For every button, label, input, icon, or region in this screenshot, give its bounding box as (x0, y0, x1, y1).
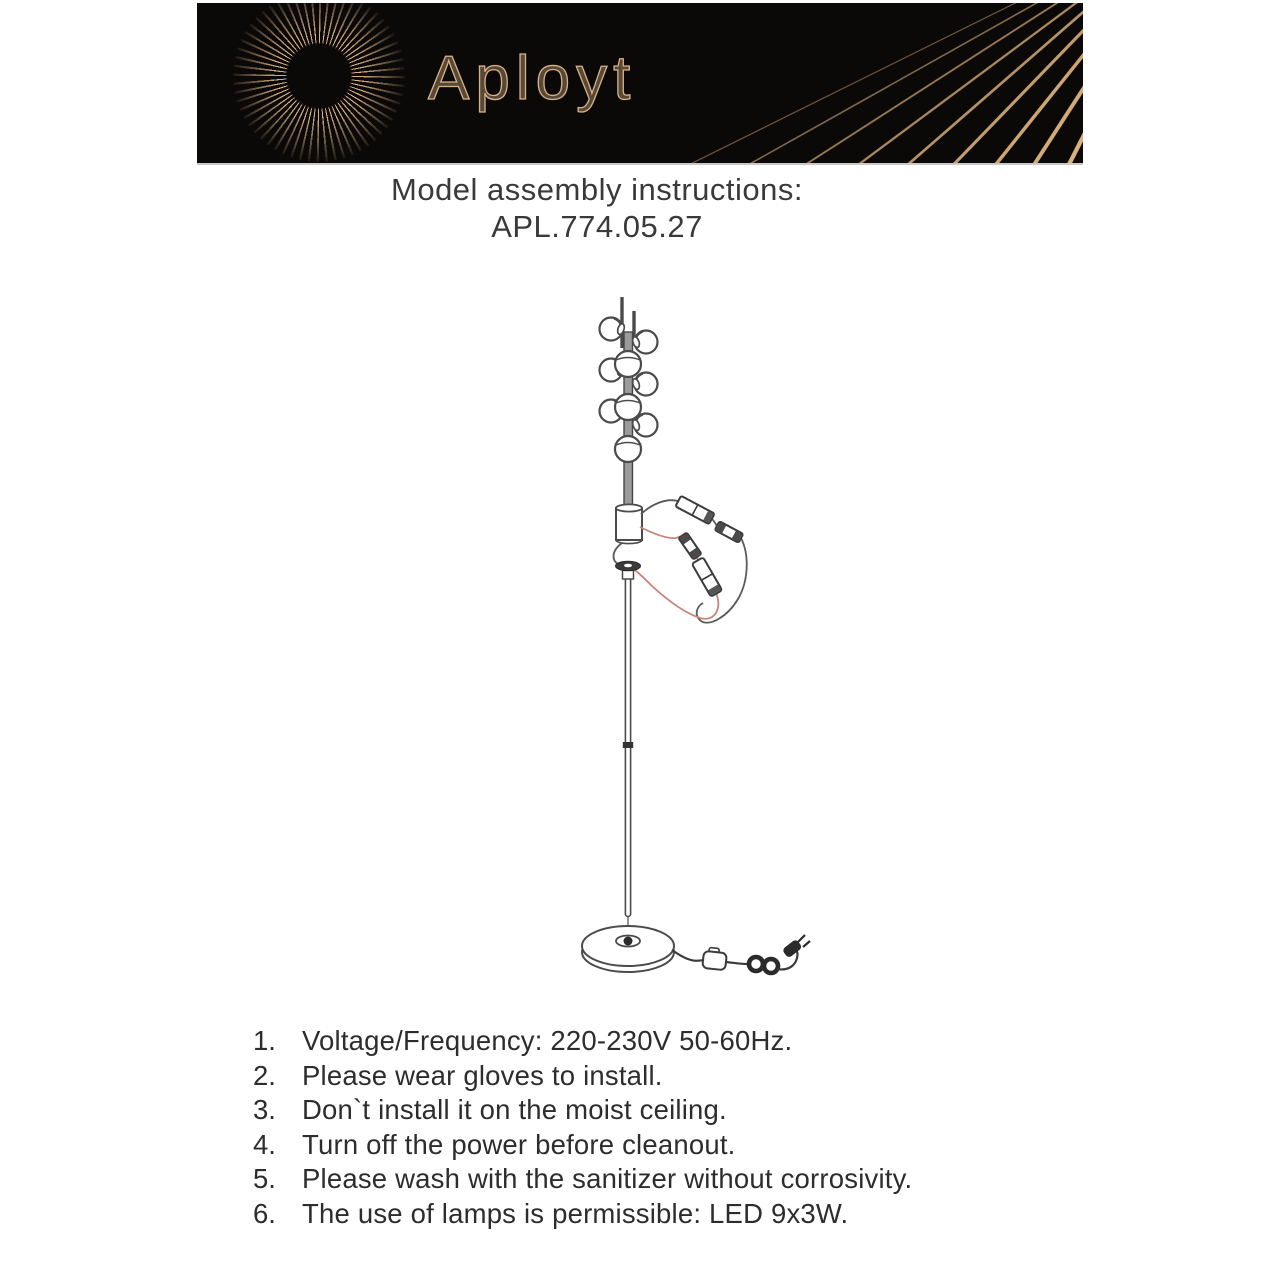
item-number: 3. (253, 1094, 276, 1126)
pole-sphere (615, 394, 641, 420)
item-number: 1. (253, 1025, 276, 1056)
pole-sphere (615, 351, 641, 377)
instruction-item (253, 1025, 1083, 1060)
title-text: Model assembly instructions: (391, 172, 803, 207)
item-number: 4. (253, 1128, 276, 1160)
item-text: Turn off the power before cleanout. (302, 1128, 736, 1160)
connector-cylinder (715, 521, 744, 543)
connector-cylinder (692, 557, 722, 596)
item-number: 6. (253, 1197, 276, 1229)
instruction-item (253, 1060, 1083, 1095)
power-plug (782, 935, 810, 958)
connector-cylinder (675, 496, 714, 524)
corner-rays-icon (197, 3, 1083, 163)
base-hub (616, 936, 640, 947)
item-text: Don`t install it on the moist ceiling. (302, 1094, 727, 1126)
pole-joint (623, 742, 633, 748)
floor-pole (623, 579, 633, 940)
inline-switch (702, 947, 727, 970)
instructions-list (253, 1025, 1083, 1233)
item-number: 2. (253, 1059, 276, 1091)
instruction-item (253, 1094, 1083, 1129)
instruction-item (253, 1198, 1083, 1233)
connector-cylinder (678, 532, 701, 559)
item-text: Voltage/Frequency: 220-230V 50-60Hz. (302, 1025, 793, 1056)
instruction-item (253, 1163, 1083, 1198)
page-title (197, 171, 997, 245)
lamp-assembly-diagram (555, 288, 845, 988)
power-cord (672, 935, 810, 973)
mounting-disc (616, 561, 641, 579)
lamp-base (582, 926, 674, 972)
model-code: APL.774.05.27 (491, 209, 703, 244)
brand-banner (197, 3, 1083, 165)
wire-connectors (675, 496, 743, 597)
instruction-item (253, 1129, 1083, 1164)
item-text: Please wash with the sanitizer without corrosivity. (302, 1163, 913, 1195)
pole-sphere (615, 436, 641, 462)
head-socket-cylinder (616, 504, 642, 543)
cord-coils (749, 957, 778, 973)
item-text: The use of lamps is permissible: LED 9x3W. (302, 1197, 849, 1229)
item-number: 5. (253, 1163, 276, 1195)
item-text: Please wear gloves to install. (302, 1059, 663, 1091)
brand-name: Aployt (428, 44, 637, 113)
